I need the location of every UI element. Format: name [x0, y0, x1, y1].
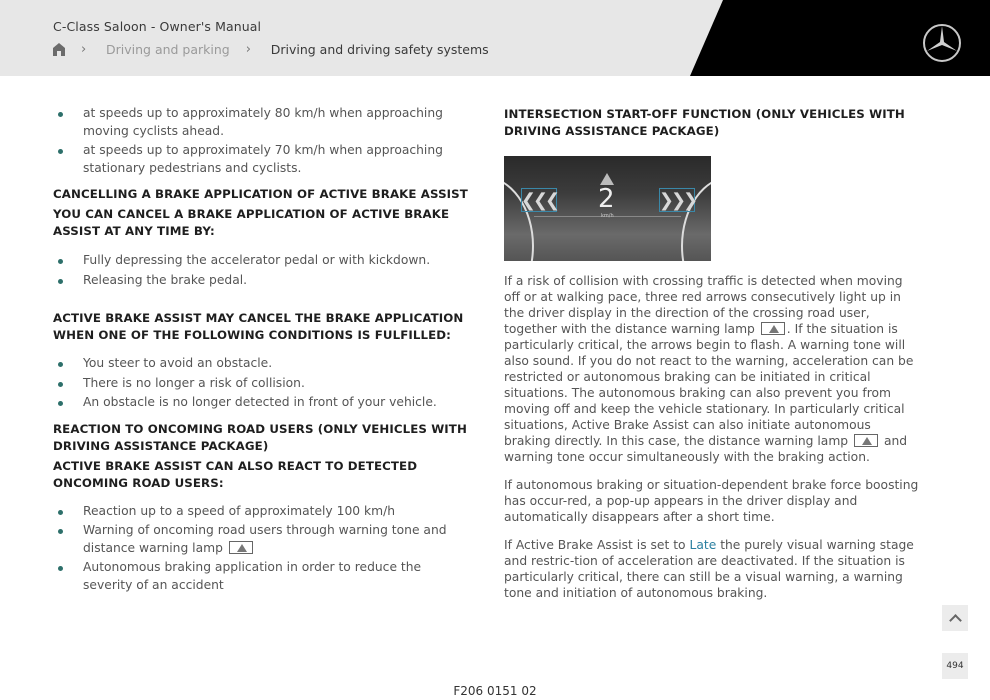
list-item: Reaction up to a speed of approximately 100 km/h — [53, 503, 468, 521]
bullet-icon — [58, 149, 63, 154]
bullet-icon — [58, 401, 63, 406]
late-setting-link[interactable]: Late — [689, 538, 717, 552]
heading-intersection: INTERSECTION START-OFF FUNCTION (ONLY VEHICLES WITH DRIVING ASSISTANCE PACKAGE) — [504, 107, 905, 138]
chevron-right-icon: › — [245, 42, 251, 57]
page-number-badge: 494 — [942, 653, 968, 679]
right-column — [504, 100, 919, 601]
distance-warning-lamp-icon — [761, 322, 785, 335]
list-item: Autonomous braking application in order to reduce the severity of an accident — [53, 559, 468, 594]
breadcrumb-current: Driving and driving safety systems — [270, 42, 489, 57]
list-item: There is no longer a risk of collision. — [53, 375, 468, 393]
home-icon[interactable] — [53, 43, 65, 56]
bullet-icon — [58, 382, 63, 387]
paragraph-popup: If autonomous braking or situation-dependent brake force boosting has occur-red, a pop-up appears in the driver display and automatically disappears after a short time. — [504, 478, 919, 524]
heading-cancelling: CANCELLING A BRAKE APPLICATION OF ACTIVE BRAKE ASSIST — [53, 187, 468, 201]
speed-value: 2 — [598, 184, 615, 214]
bullet-icon — [58, 529, 63, 534]
heading-conditions: ACTIVE BRAKE ASSIST MAY CANCEL THE BRAKE APPLICATION WHEN ONE OF THE FOLLOWING CONDITIONS IS FULFILLED: — [53, 311, 464, 342]
list-item: You steer to avoid an obstacle. — [53, 355, 468, 373]
breadcrumb-driving-and-parking[interactable]: Driving and parking — [106, 42, 230, 57]
paragraph-late-setting: If Active Brake Assist is set to Late the purely visual warning stage and restric-tion of acceleration are deactivated. If the situation is particularly critical, there can still be a visual warning, a warning tone and initiation of autonomous braking. — [504, 538, 914, 600]
heading-oncoming: REACTION TO ONCOMING ROAD USERS (ONLY VEHICLES WITH DRIVING ASSISTANCE PACKAGE) — [53, 421, 467, 453]
heading-oncoming-sub: ACTIVE BRAKE ASSIST CAN ALSO REACT TO DETECTED ONCOMING ROAD USERS: — [53, 458, 418, 490]
bullet-icon — [58, 362, 63, 367]
left-column — [53, 100, 468, 596]
paragraph-intersection: If a risk of collision with crossing traffic is detected when moving off or at walking pace, three red arrows consecutively light up in the driver display in the direction of the crossing road user, together with the distance warning lamp . If the situation is particularly critical, the arrows begin to flash. A warning tone will also sound. If you do not react to the warning, acceleration can be restricted or autonomous braking can be initiated in critical situations. The autonomous braking can also prevent you from moving off and keep the vehicle stationary. In particularly critical situations, Active Brake Assist can also initiate autonomous braking directly. In this case, the distance warning lamp and warning tone occur simultaneously with the braking action. — [504, 274, 914, 464]
chevron-up-icon — [949, 614, 962, 627]
chevron-right-icon: › — [81, 42, 87, 57]
oncoming-list — [53, 503, 468, 595]
list-item: at speeds up to approximately 70 km/h when approaching stationary pedestrians and cyclists. — [53, 142, 468, 177]
breadcrumb — [53, 42, 489, 57]
right-arrows-icon: ❯❯❯ — [658, 189, 696, 211]
speed-unit: km/h — [601, 213, 614, 219]
distance-warning-lamp-icon — [229, 541, 253, 554]
left-arrows-icon: ❮❮❮ — [520, 189, 558, 211]
list-item: Fully depressing the accelerator pedal or with kickdown. — [53, 252, 468, 270]
list-item: An obstacle is no longer detected in front of your vehicle. — [53, 394, 468, 412]
cancel-list — [53, 252, 468, 289]
distance-warning-lamp-icon — [854, 434, 878, 447]
figure-code: F206 0151 02 — [453, 684, 537, 698]
conditions-list — [53, 355, 468, 412]
list-item: Releasing the brake pedal. — [53, 272, 468, 290]
list-item: at speeds up to approximately 80 km/h when approaching moving cyclists ahead. — [53, 105, 468, 140]
back-to-top-button[interactable] — [942, 605, 968, 631]
bullet-icon — [58, 566, 63, 571]
bullet-icon — [58, 279, 63, 284]
document-title: C-Class Saloon - Owner's Manual — [53, 19, 262, 34]
bullet-icon — [58, 112, 63, 117]
bullet-icon — [58, 259, 63, 264]
instrument-cluster-image — [504, 156, 711, 261]
mercedes-star-logo[interactable] — [922, 23, 962, 63]
speed-list — [53, 105, 468, 177]
header — [0, 0, 990, 76]
list-item: Warning of oncoming road users through warning tone and distance warning lamp — [53, 522, 468, 557]
heading-cancel-sub: YOU CAN CANCEL A BRAKE APPLICATION OF ACTIVE BRAKE ASSIST AT ANY TIME BY: — [53, 207, 450, 238]
bullet-icon — [58, 510, 63, 515]
